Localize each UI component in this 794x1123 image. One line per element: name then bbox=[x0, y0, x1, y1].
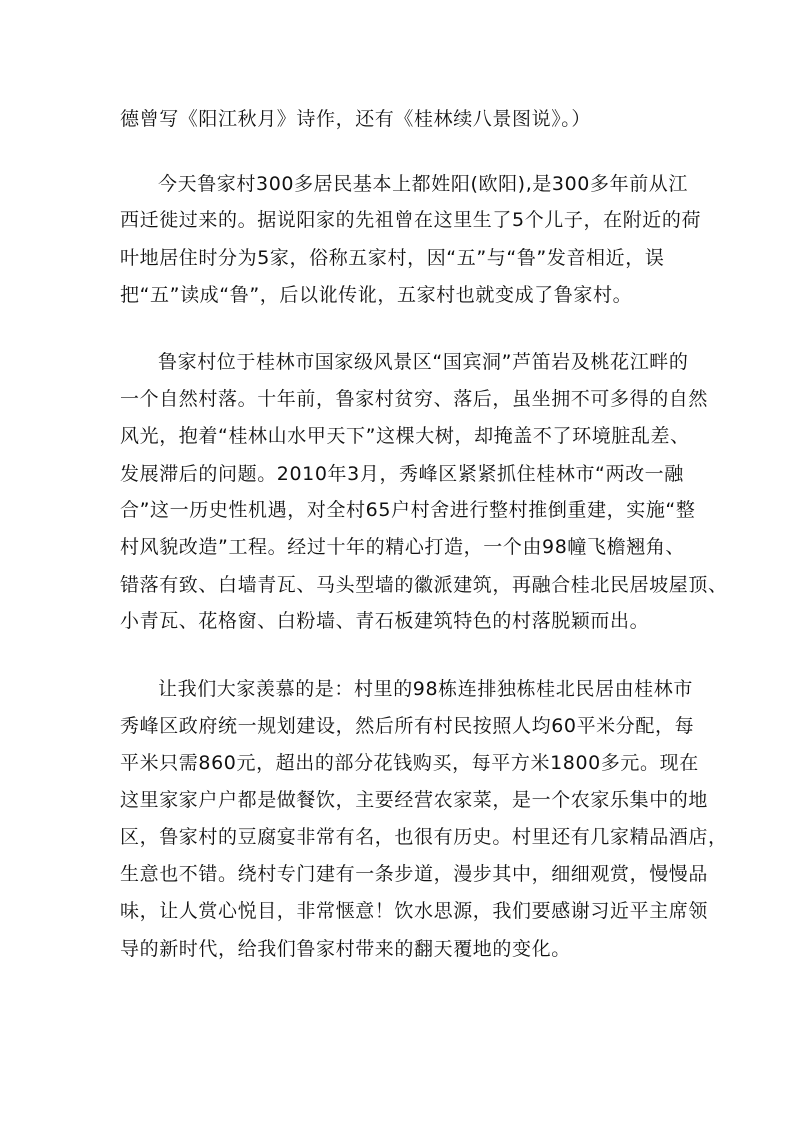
paragraph-line: 今天鲁家村300多居民基本上都姓阳(欧阳),是300多年前从江 bbox=[158, 173, 688, 195]
paragraph-line: 味，让人赏心悦目，非常惬意！饮水思源，我们要感谢习近平主席领 bbox=[120, 900, 709, 922]
paragraph-line: 区，鲁家村的豆腐宴非常有名，也很有历史。村里还有几家精品酒店， bbox=[120, 826, 728, 848]
paragraph-line: 一个自然村落。十年前，鲁家村贫穷、落后，虽坐拥不可多得的自然 bbox=[120, 388, 709, 410]
paragraph-line: 平米只需860元，超出的部分花钱购买，每平方米1800多元。现在 bbox=[120, 752, 699, 774]
paragraph-line: 小青瓦、花格窗、白粉墙、青石板建筑特色的村落脱颖而出。 bbox=[120, 610, 650, 632]
paragraph-line: 这里家家户户都是做餐饮，主要经营农家菜，是一个农家乐集中的地 bbox=[120, 789, 709, 811]
paragraph-line: 鲁家村位于桂林市国家级风景区“国宾洞”芦笛岩及桃花江畔的 bbox=[158, 351, 689, 373]
paragraph-line: 西迁徙过来的。据说阳家的先祖曾在这里生了5个儿子，在附近的荷 bbox=[120, 209, 702, 231]
paragraph-line: 秀峰区政府统一规划建设，然后所有村民按照人均60平米分配，每 bbox=[120, 715, 695, 737]
paragraph-line: 错落有致、白墙青瓦、马头型墙的徽派建筑，再融合桂北民居坡屋顶、 bbox=[120, 574, 728, 596]
paragraph-line: 德曾写《阳江秋月》诗作，还有《桂林续八景图说》。） bbox=[120, 108, 592, 130]
paragraph-line: 把“五”读成“鲁”，后以讹传讹，五家村也就变成了鲁家村。 bbox=[120, 284, 633, 306]
paragraph-line: 合”这一历史性机遇，对全村65户村舍进行整村推倒重建，实施“整 bbox=[120, 499, 696, 521]
paragraph-line: 风光，抱着“桂林山水甲天下”这棵大树，却掩盖不了环境脏乱差、 bbox=[120, 425, 690, 447]
paragraph-line: 叶地居住时分为5家，俗称五家村，因“五”与“鲁”发音相近，误 bbox=[120, 247, 665, 269]
paragraph-line: 发展滞后的问题。2010年3月，秀峰区紧紧抓住桂林市“两改一融 bbox=[120, 463, 684, 485]
paragraph-line: 村风貌改造”工程。经过十年的精心打造，一个由98幢飞檐翘角、 bbox=[120, 536, 686, 558]
paragraph-line: 生意也不错。绕村专门建有一条步道，漫步其中，细细观赏，慢慢品 bbox=[120, 863, 709, 885]
paragraph-line: 导的新时代，给我们鲁家村带来的翻天覆地的变化。 bbox=[120, 938, 571, 960]
paragraph-line: 让我们大家羡慕的是：村里的98栋连排独栋桂北民居由桂林市 bbox=[158, 678, 693, 700]
